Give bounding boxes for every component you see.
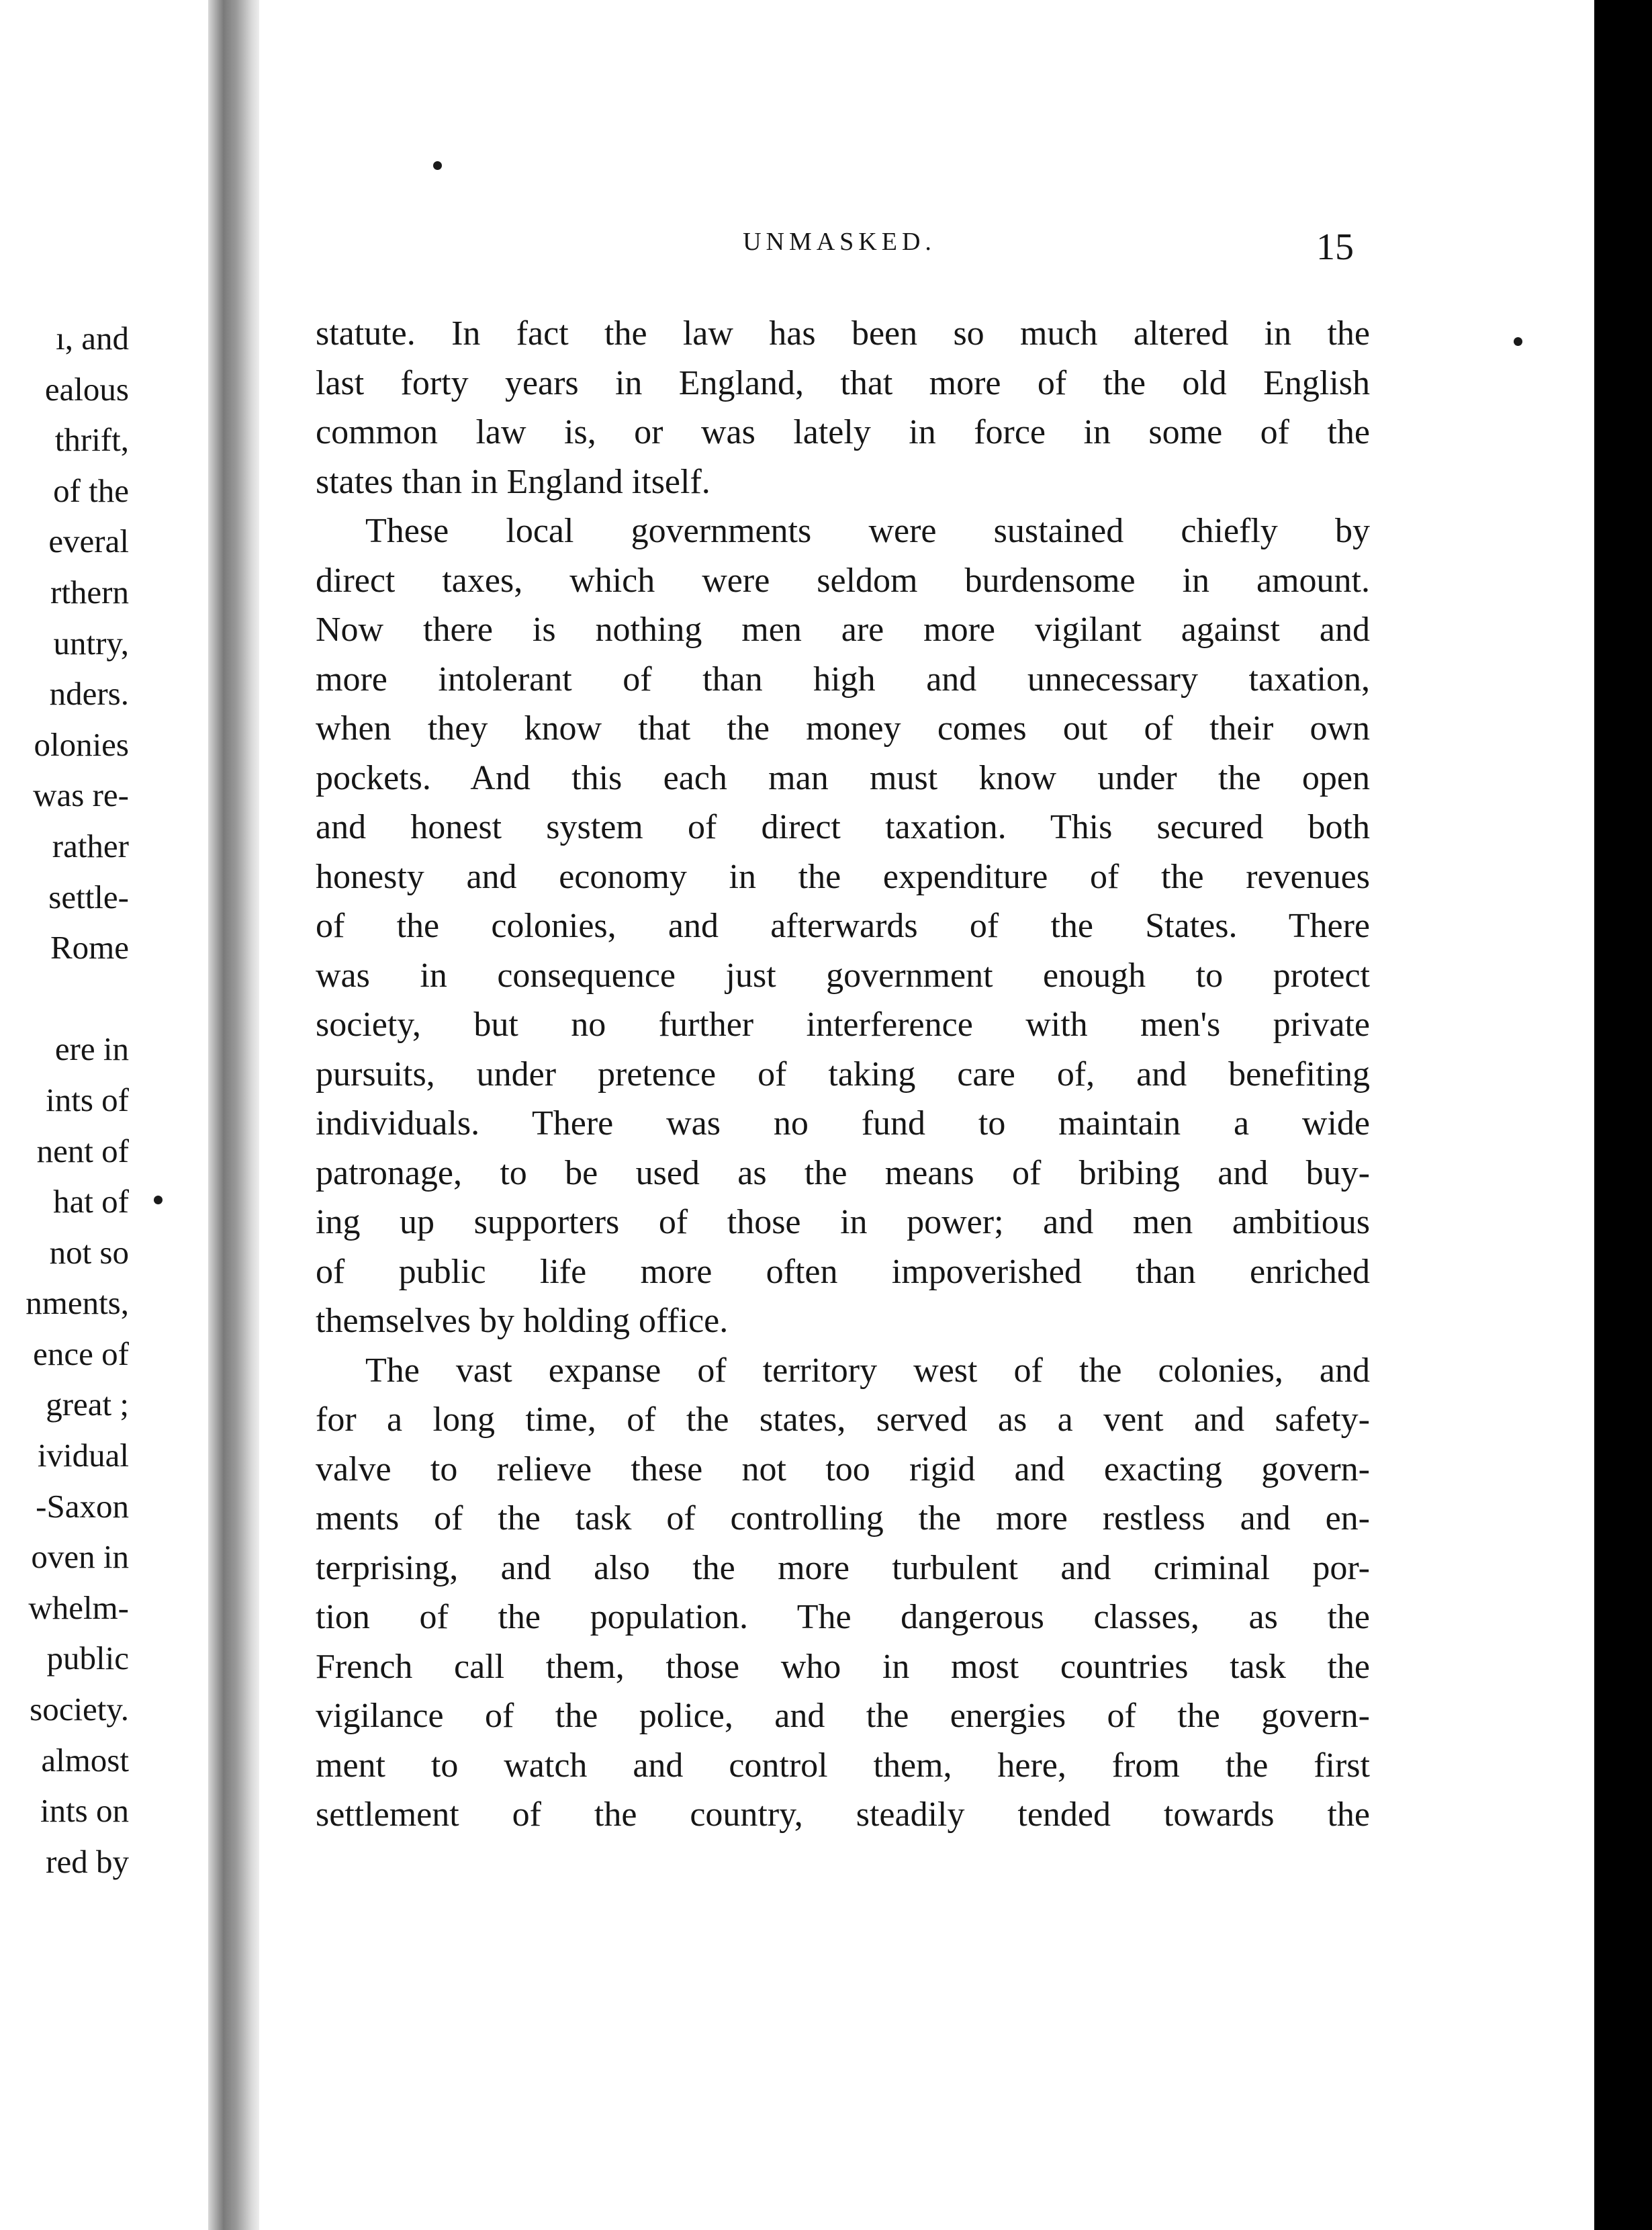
text-line: last forty years in England, that more of the old English [316, 363, 1370, 402]
scan-speck [433, 161, 442, 170]
left-page-line: rthern [50, 573, 129, 611]
left-page-line: society. [30, 1691, 129, 1728]
text-line: patronage, to be used as the means of bribing and buy- [316, 1153, 1370, 1192]
text-line: for a long time, of the states, served as a vent and safety- [316, 1400, 1370, 1439]
left-page-line: was re- [33, 776, 129, 814]
left-page-line: olonies [34, 725, 129, 763]
text-line: states than in England itself. [316, 462, 710, 501]
text-line: tion of the population. The dangerous classes, as the [316, 1598, 1370, 1636]
text-line: themselves by holding office. [316, 1302, 729, 1340]
left-page-column [0, 313, 129, 1887]
text-line: ing up supporters of those in power; and men ambitious [316, 1203, 1370, 1241]
left-page-line: nments, [26, 1284, 129, 1322]
left-page-line: ividual [37, 1437, 129, 1474]
text-line: These local governments were sustained chiefly by [365, 512, 1370, 550]
scan-border [1594, 0, 1652, 2230]
left-page-line: hat of [53, 1183, 129, 1220]
text-line: of public life more often impoverished than enriched [316, 1252, 1370, 1291]
text-line: Now there is nothing men are more vigilant against and [316, 611, 1370, 649]
left-page-line: ints of [46, 1081, 129, 1118]
left-page-line: public [46, 1640, 129, 1677]
text-line: pockets. And this each man must know under the open [316, 758, 1370, 797]
left-page-line: -Saxon [36, 1487, 129, 1525]
text-line: and honest system of direct taxation. This secured both [316, 808, 1370, 846]
text-line: was in consequence just government enough to protect [316, 956, 1370, 995]
left-page-line: of the [53, 472, 129, 509]
left-page-line: untry, [53, 624, 129, 662]
left-page-line: ealous [44, 370, 129, 408]
text-line: The vast expanse of territory west of the colonies, and [365, 1351, 1370, 1390]
running-header: UNMASKED. [743, 228, 936, 256]
left-page-line: whelm- [28, 1589, 129, 1626]
scan-speck [1514, 337, 1522, 346]
left-page-line: everal [48, 523, 129, 560]
text-line: individuals. There was no fund to maintain a wide [316, 1104, 1370, 1143]
left-page-line [0, 973, 129, 1024]
left-page-line: ı, and [56, 320, 129, 357]
text-line: statute. In fact the law has been so much altered in the [316, 314, 1370, 353]
left-page-line: almost [41, 1741, 129, 1779]
text-line: ments of the task of controlling the more restless and en- [316, 1499, 1370, 1537]
page-number: 15 [1316, 226, 1354, 268]
paragraph [316, 309, 1370, 506]
left-page-line: rather [52, 827, 129, 864]
text-line: more intolerant of than high and unnecessary taxation, [316, 660, 1370, 699]
paragraph [316, 1346, 1370, 1840]
scan-speck [154, 1196, 163, 1204]
text-line: ment to watch and control them, here, from the first [316, 1746, 1370, 1785]
text-line: common law is, or was lately in force in some of the [316, 413, 1370, 451]
left-page-fragment [0, 0, 208, 2230]
left-page-line: not so [49, 1233, 129, 1271]
text-line: valve to relieve these not too rigid and exacting govern- [316, 1450, 1370, 1488]
left-page-line: Rome [50, 929, 129, 967]
left-page-line: red by [46, 1842, 129, 1880]
paragraph [316, 506, 1370, 1346]
text-line: vigilance of the police, and the energies of the govern- [316, 1697, 1370, 1735]
left-page-line: ence of [33, 1335, 129, 1372]
left-page-line: great ; [46, 1386, 129, 1423]
text-line: direct taxes, which were seldom burdensome in amount. [316, 561, 1370, 600]
text-line: terprising, and also the more turbulent and criminal por- [316, 1548, 1370, 1587]
left-page-line: ere in [54, 1030, 129, 1068]
left-page-line: thrift, [54, 421, 129, 459]
text-line: pursuits, under pretence of taking care of, and benefiting [316, 1055, 1370, 1094]
left-page-line: settle- [48, 878, 129, 916]
book-gutter [208, 0, 259, 2230]
body-text [316, 309, 1370, 1840]
text-line: society, but no further interference with men's private [316, 1006, 1370, 1044]
left-page-line: ints on [40, 1792, 129, 1830]
left-page-line: nent of [36, 1132, 129, 1169]
text-line: when they know that the money comes out of their own [316, 709, 1370, 748]
left-page-line: oven in [31, 1538, 129, 1576]
text-line: honesty and economy in the expenditure of the revenues [316, 857, 1370, 896]
text-line: of the colonies, and afterwards of the States. There [316, 907, 1370, 945]
text-line: settlement of the country, steadily tended towards the [316, 1795, 1370, 1834]
text-line: French call them, those who in most countries task the [316, 1647, 1370, 1686]
left-page-line: nders. [49, 675, 129, 713]
